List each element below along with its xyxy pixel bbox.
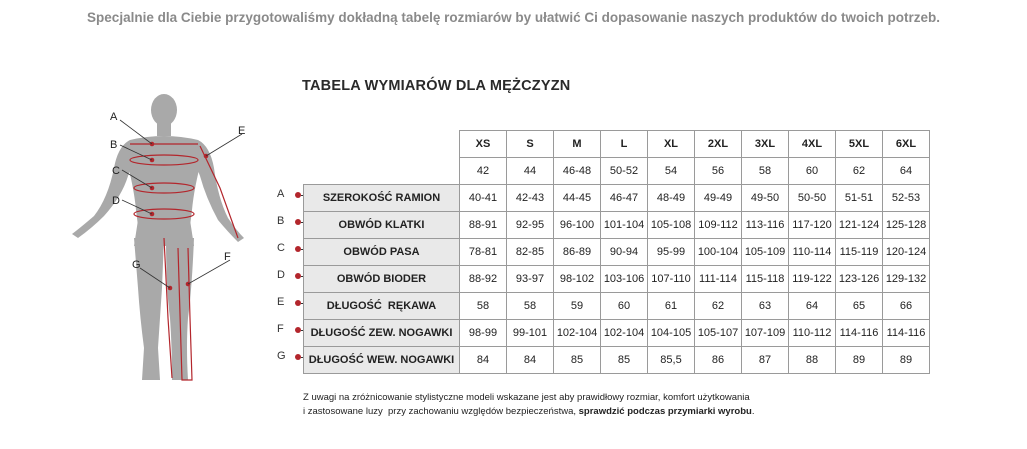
table-cell: 98-102 [554, 266, 601, 293]
row-letter: D [277, 269, 285, 281]
size-header-cell: 6XL [883, 131, 930, 158]
table-cell: 89 [883, 347, 930, 374]
size-header-cell: XS [460, 131, 507, 158]
table-row [304, 185, 930, 212]
table-cell: 44-45 [554, 185, 601, 212]
table-cell: 125-128 [883, 212, 930, 239]
table-cell: 113-116 [742, 212, 789, 239]
figure-label-c: C [112, 165, 120, 177]
table-cell: 96-100 [554, 212, 601, 239]
table-cell: 105-107 [695, 320, 742, 347]
intro-text: Specjalnie dla Ciebie przygotowaliśmy dokładną tabelę rozmiarów by ułatwić Ci dopasowanie naszych produktów do twoich potrzeb. [87, 10, 940, 25]
row-letter: E [277, 296, 285, 308]
size-header-cell: XL [648, 131, 695, 158]
table-cell: 63 [742, 293, 789, 320]
eu-size-cell: 54 [648, 158, 695, 185]
table-cell: 58 [507, 293, 554, 320]
measurement-label: OBWÓD KLATKI [304, 212, 460, 239]
size-header-cell: 5XL [836, 131, 883, 158]
measurement-label: SZEROKOŚĆ RAMION [304, 185, 460, 212]
table-cell: 89 [836, 347, 883, 374]
table-cell: 40-41 [460, 185, 507, 212]
table-cell: 78-81 [460, 239, 507, 266]
table-cell: 88-91 [460, 212, 507, 239]
size-table [303, 130, 930, 374]
table-cell: 86-89 [554, 239, 601, 266]
table-cell: 51-51 [836, 185, 883, 212]
table-cell: 95-99 [648, 239, 695, 266]
table-cell: 60 [601, 293, 648, 320]
table-cell: 52-53 [883, 185, 930, 212]
table-cell: 107-110 [648, 266, 695, 293]
figure-label-e: E [238, 125, 246, 137]
table-corner [304, 131, 460, 158]
table-cell: 100-104 [695, 239, 742, 266]
eu-size-cell: 46-48 [554, 158, 601, 185]
table-cell: 62 [695, 293, 742, 320]
eu-size-row [304, 158, 930, 185]
size-header-cell: 2XL [695, 131, 742, 158]
fitting-note [303, 391, 754, 419]
table-cell: 58 [460, 293, 507, 320]
table-cell: 110-112 [789, 320, 836, 347]
figure-label-g: G [132, 259, 141, 271]
table-cell: 117-120 [789, 212, 836, 239]
eu-size-cell: 56 [695, 158, 742, 185]
size-header-cell: 3XL [742, 131, 789, 158]
table-cell: 84 [507, 347, 554, 374]
size-header-cell: 4XL [789, 131, 836, 158]
note-emphasis: sprawdzić podczas przymiarki wyrobu [578, 406, 752, 417]
eu-size-cell: 50-52 [601, 158, 648, 185]
table-cell: 110-114 [789, 239, 836, 266]
table-cell: 65 [836, 293, 883, 320]
table-cell: 105-109 [742, 239, 789, 266]
table-row [304, 320, 930, 347]
figure-label-d: D [112, 195, 120, 207]
table-cell: 107-109 [742, 320, 789, 347]
table-cell: 66 [883, 293, 930, 320]
table-cell: 103-106 [601, 266, 648, 293]
table-cell: 88-92 [460, 266, 507, 293]
table-title: TABELA WYMIARÓW DLA MĘŻCZYZN [302, 78, 571, 94]
figure-label-b: B [110, 139, 118, 151]
table-cell: 42-43 [507, 185, 554, 212]
eu-size-cell: 62 [836, 158, 883, 185]
table-cell: 104-105 [648, 320, 695, 347]
table-cell: 85 [601, 347, 648, 374]
table-row [304, 293, 930, 320]
table-cell: 102-104 [554, 320, 601, 347]
measurement-label: DŁUGOŚĆ WEW. NOGAWKI [304, 347, 460, 374]
measurement-label: OBWÓD PASA [304, 239, 460, 266]
table-cell: 102-104 [601, 320, 648, 347]
table-cell: 88 [789, 347, 836, 374]
size-header-row [304, 131, 930, 158]
measurement-label: DŁUGOŚĆ ZEW. NOGAWKI [304, 320, 460, 347]
measurement-label: OBWÓD BIODER [304, 266, 460, 293]
note-line-2 [303, 405, 754, 419]
eu-size-cell: 44 [507, 158, 554, 185]
note-line-1: Z uwagi na zróżnicowanie stylistyczne modeli wskazane jest aby prawidłowy rozmiar, komfort użytkowania [303, 392, 750, 403]
eu-size-cell: 60 [789, 158, 836, 185]
table-cell: 90-94 [601, 239, 648, 266]
table-cell: 109-112 [695, 212, 742, 239]
table-cell: 93-97 [507, 266, 554, 293]
eu-size-cell: 64 [883, 158, 930, 185]
table-cell: 115-119 [836, 239, 883, 266]
eu-size-cell: 58 [742, 158, 789, 185]
table-cell: 87 [742, 347, 789, 374]
figure-label-f: F [224, 251, 231, 263]
table-cell: 114-116 [883, 320, 930, 347]
table-cell: 111-114 [695, 266, 742, 293]
table-cell: 123-126 [836, 266, 883, 293]
table-cell: 84 [460, 347, 507, 374]
table-cell: 46-47 [601, 185, 648, 212]
size-header-cell: S [507, 131, 554, 158]
body-silhouette [72, 94, 244, 380]
table-cell: 121-124 [836, 212, 883, 239]
table-cell: 86 [695, 347, 742, 374]
eu-size-cell: 42 [460, 158, 507, 185]
table-cell: 50-50 [789, 185, 836, 212]
table-cell: 115-118 [742, 266, 789, 293]
table-cell: 82-85 [507, 239, 554, 266]
table-cell: 59 [554, 293, 601, 320]
row-letter: G [277, 350, 286, 362]
table-corner [304, 158, 460, 185]
size-header-cell: L [601, 131, 648, 158]
table-cell: 92-95 [507, 212, 554, 239]
figure-label-a: A [110, 111, 118, 123]
table-cell: 119-122 [789, 266, 836, 293]
note-line-2-end: . [751, 406, 755, 417]
row-letter: A [277, 188, 285, 200]
row-letter: B [277, 215, 285, 227]
table-cell: 105-108 [648, 212, 695, 239]
row-letter: C [277, 242, 285, 254]
table-cell: 85 [554, 347, 601, 374]
table-cell: 98-99 [460, 320, 507, 347]
table-row [304, 239, 930, 266]
measurement-label: DŁUGOŚĆ RĘKAWA [304, 293, 460, 320]
table-row [304, 347, 930, 374]
table-cell: 99-101 [507, 320, 554, 347]
table-cell: 49-50 [742, 185, 789, 212]
note-line-2-text: i zastosowane luzy przy zachowaniu względów bezpieczeństwa, [303, 406, 579, 417]
table-row [304, 266, 930, 293]
table-cell: 120-124 [883, 239, 930, 266]
table-cell: 61 [648, 293, 695, 320]
table-cell: 64 [789, 293, 836, 320]
row-letter: F [277, 323, 284, 335]
size-header-cell: M [554, 131, 601, 158]
table-cell: 48-49 [648, 185, 695, 212]
table-cell: 101-104 [601, 212, 648, 239]
table-cell: 129-132 [883, 266, 930, 293]
table-cell: 49-49 [695, 185, 742, 212]
table-cell: 85,5 [648, 347, 695, 374]
table-cell: 114-116 [836, 320, 883, 347]
body-figure-illustration [60, 88, 260, 388]
table-row [304, 212, 930, 239]
